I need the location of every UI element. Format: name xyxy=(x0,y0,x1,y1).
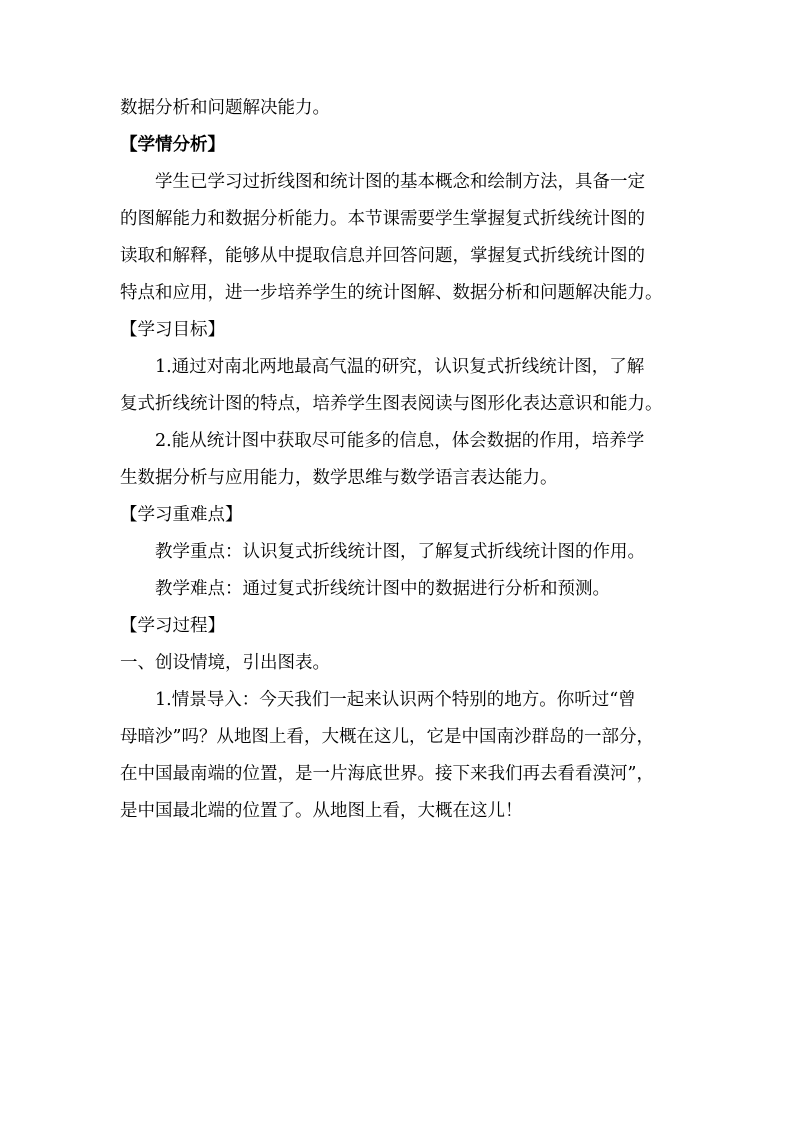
document-page xyxy=(120,90,680,830)
goals-line-4: 生数据分析与应用能力，数学思维与数学语言表达能力。 xyxy=(120,468,558,488)
process-line-3: 在中国最南端的位置，是一片海底世界。接下来我们再去看看漠河”， xyxy=(120,764,654,784)
keypoints-heading: 【学习重难点】 xyxy=(120,505,243,525)
process-line-2: 母暗沙”吗？从地图上看，大概在这儿，它是中国南沙群岛的一部分， xyxy=(120,727,654,747)
process-heading: 【学习过程】 xyxy=(120,616,225,636)
keypoints-line-1: 教学重点：认识复式折线统计图，了解复式折线统计图的作用。 xyxy=(155,542,645,562)
analysis-line-2: 的图解能力和数据分析能力。本节课需要学生掌握复式折线统计图的 xyxy=(120,209,645,229)
process-subheading: 一、创设情境，引出图表。 xyxy=(120,653,330,673)
keypoints-line-2: 教学难点：通过复式折线统计图中的数据进行分析和预测。 xyxy=(155,579,610,599)
analysis-heading: 【学情分析】 xyxy=(120,135,225,155)
goals-line-1: 1.通过对南北两地最高气温的研究，认识复式折线统计图，了解 xyxy=(155,357,645,377)
process-line-4: 是中国最北端的位置了。从地图上看，大概在这儿！ xyxy=(120,801,523,821)
analysis-line-4: 特点和应用，进一步培养学生的统计图解、数据分析和问题解决能力。 xyxy=(120,283,663,303)
analysis-line-1: 学生已学习过折线图和统计图的基本概念和绘制方法，具备一定 xyxy=(155,172,645,192)
process-line-1: 1.情景导入：今天我们一起来认识两个特别的地方。你听过“曾 xyxy=(155,690,636,710)
goals-heading: 【学习目标】 xyxy=(120,320,225,340)
goals-line-2: 复式折线统计图的特点，培养学生图表阅读与图形化表达意识和能力。 xyxy=(120,394,663,414)
intro-tail-text: 数据分析和问题解决能力。 xyxy=(120,98,330,118)
goals-line-3: 2.能从统计图中获取尽可能多的信息，体会数据的作用，培养学 xyxy=(155,431,645,451)
analysis-line-3: 读取和解释，能够从中提取信息并回答问题，掌握复式折线统计图的 xyxy=(120,246,645,266)
